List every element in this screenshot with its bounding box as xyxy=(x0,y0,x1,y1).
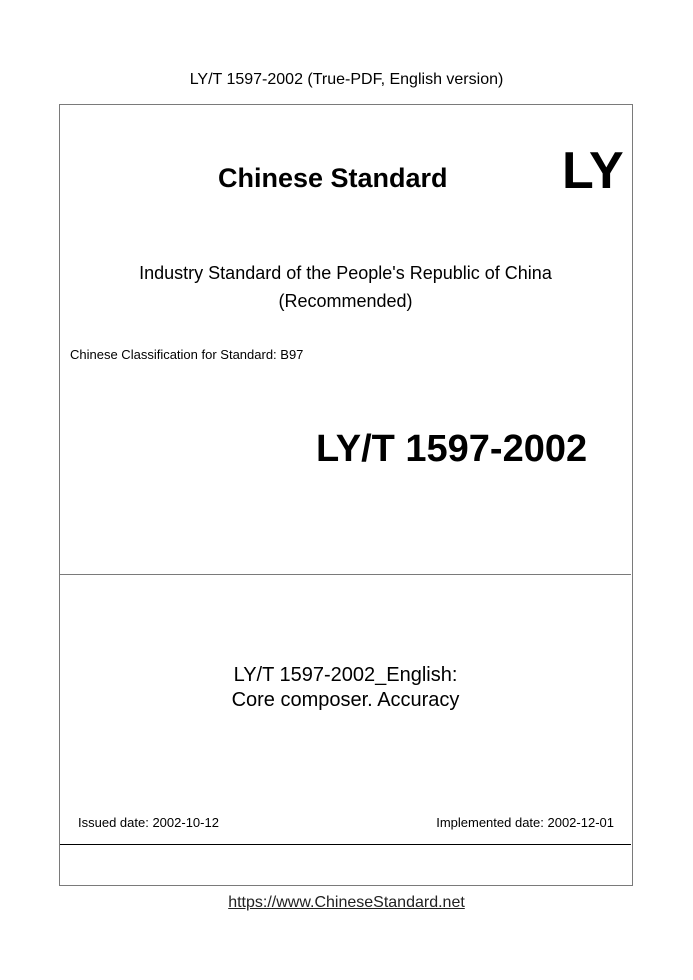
website-link[interactable]: https://www.ChineseStandard.net xyxy=(228,894,465,911)
industry-line-2: (Recommended) xyxy=(278,291,413,311)
title-line-1: LY/T 1597-2002_English: xyxy=(233,664,458,686)
issued-date: Issued date: 2002-10-12 xyxy=(78,815,219,830)
industry-standard-heading xyxy=(60,259,631,315)
standard-title xyxy=(60,663,631,713)
cover-frame xyxy=(59,104,633,886)
implemented-date: Implemented date: 2002-12-01 xyxy=(436,815,614,830)
standard-code: LY/T 1597-2002 xyxy=(316,428,588,470)
footer xyxy=(0,893,693,913)
document-header: LY/T 1597-2002 (True-PDF, English version) xyxy=(189,71,504,88)
industry-line-1: Industry Standard of the People's Republic of China xyxy=(139,263,552,283)
cover-title-section xyxy=(60,575,631,845)
cover-top-section xyxy=(60,105,631,575)
brand-title: Chinese Standard xyxy=(218,163,448,193)
standard-mark: LY xyxy=(562,142,624,200)
classification-text: Chinese Classification for Standard: B97 xyxy=(70,347,304,362)
title-line-2: Core composer. Accuracy xyxy=(231,689,460,711)
